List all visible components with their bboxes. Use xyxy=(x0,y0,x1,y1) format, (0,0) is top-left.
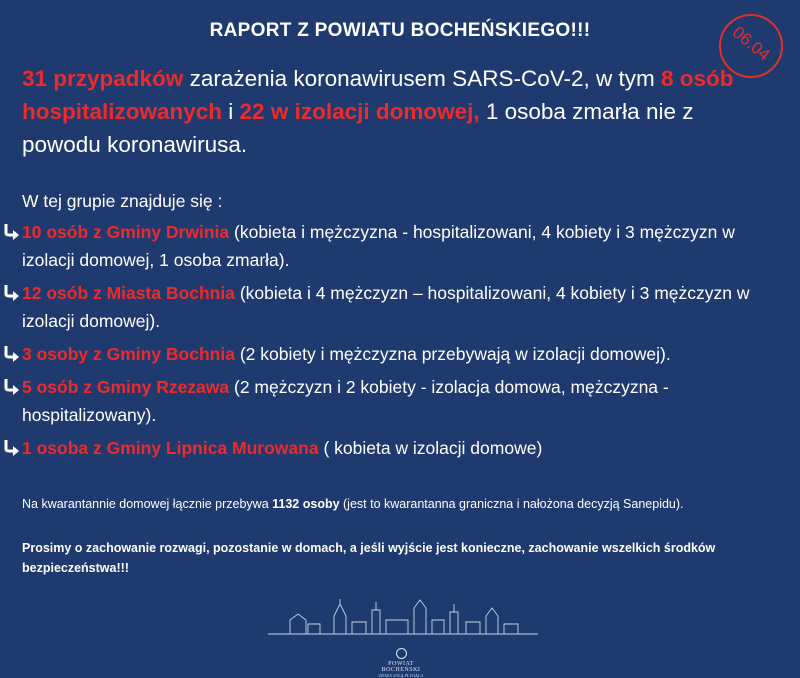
group-intro: W tej grupie znajduje się : xyxy=(22,191,223,211)
list-item xyxy=(4,434,784,462)
entry-detail: ( kobieta w izolacji domowe) xyxy=(318,438,543,458)
curved-arrow-icon xyxy=(4,220,20,242)
entry-place: 10 osób z Gminy Drwinia xyxy=(22,222,230,242)
home-isolation-count: 22 w izolacji domowej, xyxy=(239,99,480,124)
county-emblem-icon xyxy=(396,648,407,659)
curved-arrow-icon xyxy=(4,375,20,397)
list-item xyxy=(4,340,784,368)
town-skyline-illustration xyxy=(268,590,538,650)
headline-text-2: i xyxy=(222,99,240,124)
headline xyxy=(22,62,762,161)
list-item xyxy=(4,218,784,274)
entry-place: 12 osób z Miasta Bochnia xyxy=(22,283,235,303)
curved-arrow-icon xyxy=(4,436,20,458)
curved-arrow-icon xyxy=(4,342,20,364)
report-title: RAPORT Z POWIATU BOCHEŃSKIEGO!!! xyxy=(209,20,591,41)
logo-name: POWIAT BOCHEŃSKI xyxy=(381,661,421,673)
county-logo xyxy=(368,648,434,678)
cases-count: 31 przypadków xyxy=(22,66,184,91)
entry-place: 5 osób z Gminy Rzezawa xyxy=(22,377,230,397)
entry-detail: (2 kobiety i mężczyzna przebywają w izolacji domowej). xyxy=(234,344,671,364)
date-stamp-text: 06.04 xyxy=(728,22,774,65)
entries-list xyxy=(4,218,784,467)
entry-detail: (kobieta i 4 mężczyzn – hospitalizowani, 4 kobiety i 3 mężczyzn w izolacji domowej). xyxy=(22,283,750,331)
quarantine-note xyxy=(22,494,762,514)
headline-text-1: zarażenia koronawirusem SARS-CoV-2, w tym xyxy=(183,66,661,91)
entry-detail: (kobieta i mężczyzna - hospitalizowani, 4 kobiety i 3 mężczyzn w izolacji domowej, 1 osoba zmarła). xyxy=(22,222,735,270)
hospitalized-count: 8 osób hospitalizowanych xyxy=(22,66,734,124)
entry-detail: (2 mężczyzn i 2 kobiety - izolacja domowa, mężczyzna - hospitalizowany). xyxy=(22,377,669,425)
logo-subtitle: ZIEMIA SOLĄ PŁYNĄCA xyxy=(378,673,424,678)
quarantine-text-after: (jest to kwarantanna graniczna i nałożona decyzją Sanepidu). xyxy=(339,497,684,511)
list-item xyxy=(4,373,784,429)
list-item xyxy=(4,279,784,335)
safety-appeal: Prosimy o zachowanie rozwagi, pozostanie w domach, a jeśli wyjście jest konieczne, zachowanie wszelkich środków bezpieczeństwa!!! xyxy=(22,541,716,575)
quarantine-text-before: Na kwarantannie domowej łącznie przebywa xyxy=(22,497,273,511)
headline-text-3: 1 osoba zmarła nie z powodu koronawirusa. xyxy=(22,99,694,157)
quarantine-count: 1132 osoby xyxy=(272,497,340,511)
curved-arrow-icon xyxy=(4,281,20,303)
entry-place: 3 osoby z Gminy Bochnia xyxy=(22,344,235,364)
entry-place: 1 osoba z Gminy Lipnica Murowana xyxy=(22,438,319,458)
